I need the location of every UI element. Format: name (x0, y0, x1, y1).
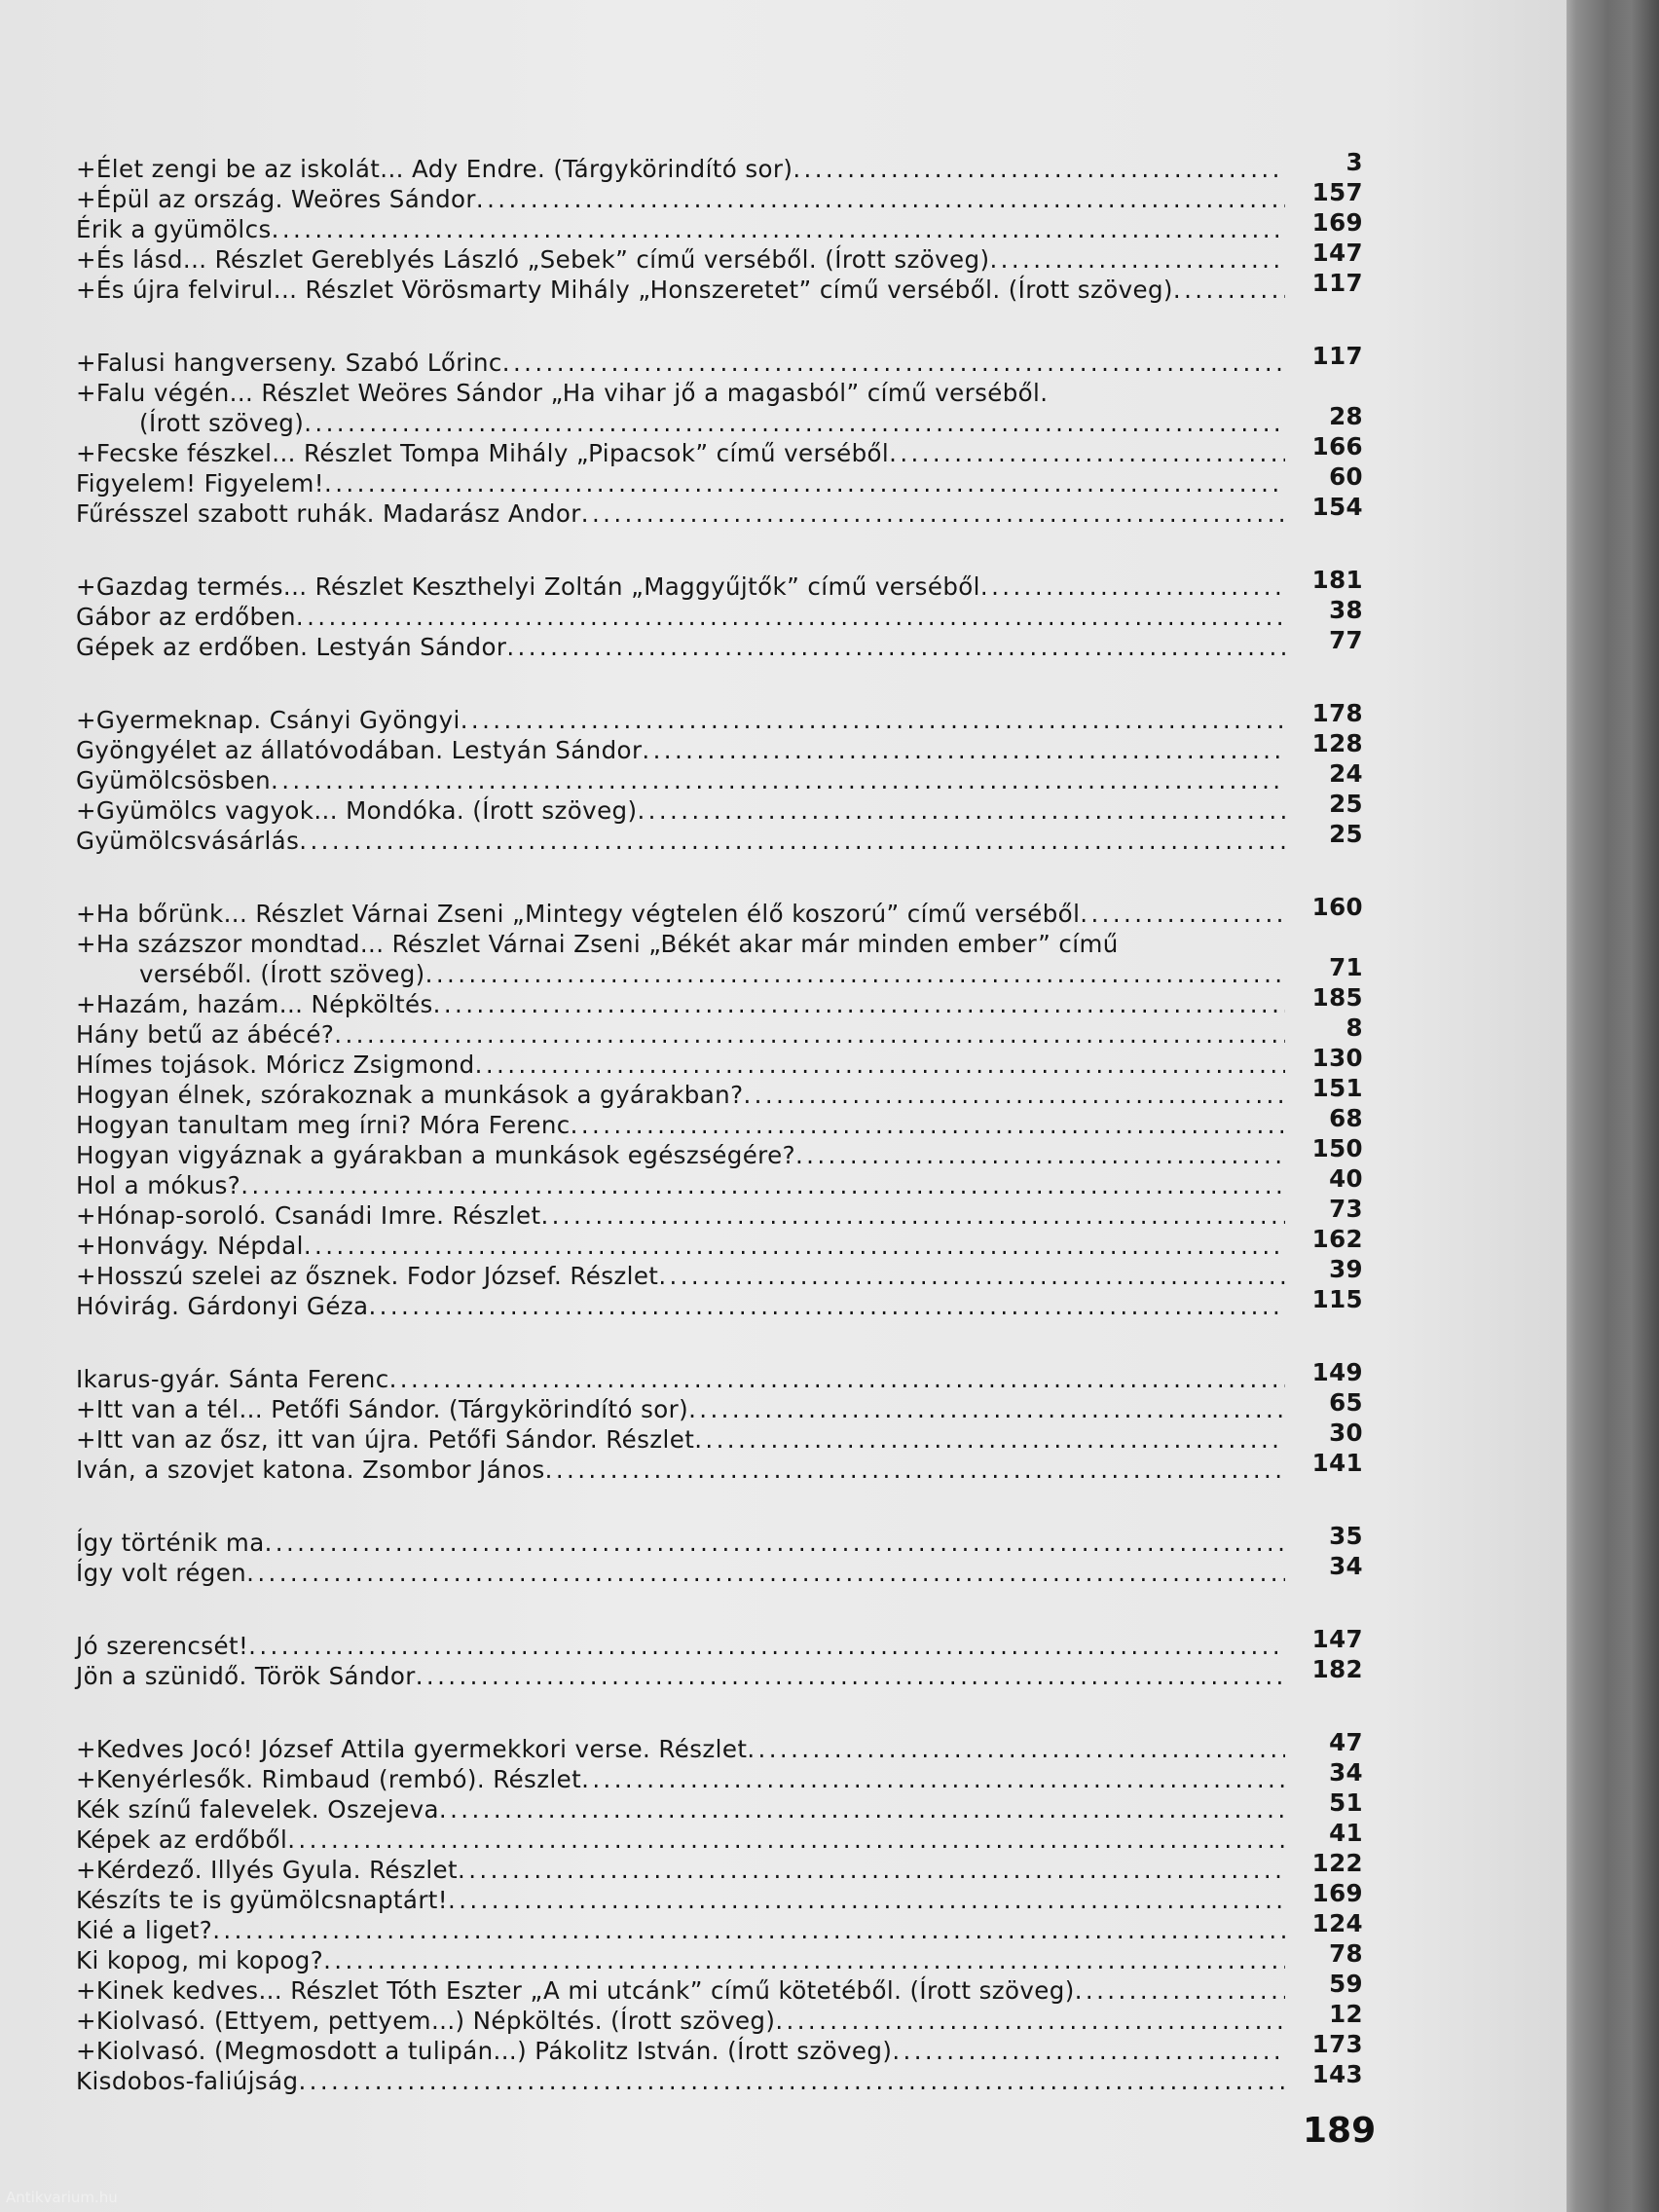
entry-title-continuation: (Írott szöveg) (139, 409, 305, 437)
dot-leader (389, 1364, 1285, 1394)
toc-entry (76, 1255, 1363, 1291)
toc-entry (76, 378, 1363, 438)
entry-title: Hány betű az ábécé? (76, 1020, 335, 1049)
entry-title: +És újra felvirul... Részlet Vörösmarty Mihály „Honszeretet” című verséből. (Írott szöveg) (76, 276, 1173, 304)
toc-entry (76, 1970, 1363, 2006)
toc-entry (76, 626, 1363, 662)
dot-leader (324, 468, 1285, 498)
toc-group (76, 1522, 1363, 1588)
dot-leader (448, 1885, 1285, 1915)
toc-entry (76, 2060, 1363, 2096)
entry-page-number: 124 (1311, 1909, 1363, 1937)
dot-leader (889, 438, 1285, 468)
toc-group (76, 566, 1363, 662)
entry-title: Képek az erdőből (76, 1825, 288, 1854)
dot-leader (476, 184, 1285, 214)
entry-title: +Kedves Jocó! József Attila gyermekkori verse. Részlet (76, 1735, 748, 1763)
toc-entry (76, 729, 1363, 765)
dot-leader (581, 498, 1285, 529)
dot-leader (475, 1050, 1285, 1080)
entry-page-number: 122 (1311, 1849, 1363, 1877)
entry-title: Így volt régen (76, 1559, 247, 1587)
entry-page-number: 65 (1329, 1388, 1363, 1417)
entry-title: Hóvirág. Gárdonyi Géza (76, 1292, 369, 1320)
toc-entry (76, 1014, 1363, 1050)
dot-leader (298, 2066, 1285, 2096)
dot-leader (502, 348, 1285, 378)
entry-page-number: 169 (1311, 208, 1363, 237)
toc-entry (76, 1164, 1363, 1200)
entry-page-number: 25 (1329, 790, 1363, 818)
toc-entry (76, 1358, 1363, 1394)
entry-title: Figyelem! Figyelem! (76, 469, 325, 498)
entry-page-number: 51 (1329, 1788, 1363, 1817)
toc-entry (76, 493, 1363, 529)
entry-title: Ikarus-gyár. Sánta Ferenc (76, 1365, 389, 1393)
entry-title: Gépek az erdőben. Lestyán Sándor (76, 633, 507, 661)
toc-entry (76, 1625, 1363, 1661)
entry-page-number: 147 (1311, 1625, 1363, 1653)
toc-entry (76, 1104, 1363, 1140)
dot-leader (271, 765, 1285, 795)
entry-page-number: 130 (1311, 1044, 1363, 1072)
entry-title: +És lásd... Részlet Gereblyés László „Sebek” című verséből. (Írott szöveg) (76, 245, 990, 274)
dot-leader (506, 632, 1285, 662)
entry-title: +Hónap-soroló. Csanádi Imre. Részlet (76, 1201, 541, 1230)
entry-title: Készíts te is gyümölcsnaptárt! (76, 1886, 449, 1914)
entry-page-number: 25 (1329, 820, 1363, 848)
toc-group (76, 148, 1363, 305)
dot-leader (265, 1528, 1285, 1558)
entry-page-number: 59 (1329, 1970, 1363, 1998)
entry-page-number: 147 (1311, 239, 1363, 267)
entry-page-number: 128 (1311, 729, 1363, 757)
dot-leader (743, 1080, 1285, 1110)
toc-group (76, 699, 1363, 856)
toc-entry (76, 1419, 1363, 1455)
entry-title: Hogyan tanultam meg írni? Móra Ferenc (76, 1111, 571, 1139)
entry-page-number: 143 (1311, 2060, 1363, 2088)
entry-page-number: 173 (1311, 2030, 1363, 2058)
page-number: 189 (1303, 2111, 1377, 2151)
entry-page-number: 38 (1329, 596, 1363, 624)
entry-title: +Kérdező. Illyés Gyula. Részlet (76, 1856, 459, 1884)
entry-title: Fűrésszel szabott ruhák. Madarász Andor (76, 499, 581, 528)
entry-title: Kisdobos-faliújság (76, 2067, 299, 2095)
entry-page-number: 8 (1346, 1014, 1363, 1042)
toc-group (76, 1728, 1363, 2096)
dot-leader (461, 705, 1285, 735)
dot-leader (980, 571, 1285, 602)
toc-entry (76, 1849, 1363, 1885)
dot-leader (571, 1110, 1285, 1140)
entry-page-number: 117 (1311, 269, 1363, 297)
toc-entry (76, 1909, 1363, 1945)
entry-title: Gábor az erdőben (76, 603, 296, 631)
entry-page-number: 39 (1329, 1255, 1363, 1283)
entry-page-number: 150 (1311, 1134, 1363, 1162)
entry-page-number: 185 (1311, 983, 1363, 1012)
entry-title: +Épül az ország. Weöres Sándor (76, 185, 476, 213)
entry-page-number: 141 (1311, 1449, 1363, 1477)
entry-title: +Gyermeknap. Csányi Gyöngyi (76, 706, 461, 734)
entry-title: +Kinek kedves... Részlet Tóth Eszter „A mi utcánk” című kötetéből. (Írott szöveg) (76, 1976, 1075, 2005)
dot-leader (1080, 899, 1285, 929)
toc-entry (76, 1522, 1363, 1558)
entry-title: Érik a gyümölcs (76, 215, 272, 243)
entry-title: Hogyan vigyáznak a gyárakban a munkások egészségére? (76, 1141, 795, 1169)
dot-leader (439, 1794, 1285, 1825)
entry-title: +Fecske fészkel... Részlet Tompa Mihály „Pipacsok” című verséből (76, 439, 890, 467)
toc-entry (76, 566, 1363, 602)
entry-title: +Kiolvasó. (Ettyem, pettyem...) Népköltés. (Írott szöveg) (76, 2007, 776, 2035)
dot-leader (299, 826, 1285, 856)
entry-title: +Itt van az ősz, itt van újra. Petőfi Sándor. Részlet (76, 1425, 695, 1454)
toc-group (76, 1625, 1363, 1691)
entry-title: Gyümölcsösben (76, 766, 272, 794)
watermark: Antikvarium.hu (6, 2189, 118, 2206)
toc-entry (76, 893, 1363, 929)
dot-leader (433, 989, 1285, 1019)
toc-entry (76, 2000, 1363, 2036)
dot-leader (545, 1455, 1285, 1485)
toc-entry (76, 342, 1363, 378)
entry-title: +Itt van a tél... Petőfi Sándor. (Tárgykörindító sor) (76, 1395, 689, 1423)
toc-entry (76, 1939, 1363, 1975)
toc-entry (76, 1758, 1363, 1794)
entry-page-number: 166 (1311, 432, 1363, 461)
entry-page-number: 34 (1329, 1758, 1363, 1787)
entry-title: +Ha százszor mondtad... Részlet Várnai Zseni „Békét akar már minden ember” című (76, 930, 1119, 958)
entry-title: Iván, a szovjet katona. Zsombor János (76, 1456, 545, 1484)
toc-entry (76, 1195, 1363, 1231)
entry-title: Hol a mókus? (76, 1171, 241, 1199)
entry-page-number: 77 (1329, 626, 1363, 654)
toc-entry (76, 269, 1363, 305)
toc-entry (76, 699, 1363, 735)
dot-leader (793, 154, 1285, 184)
entry-title: +Élet zengi be az iskolát... Ady Endre. (Tárgykörindító sor) (76, 155, 793, 183)
dot-leader (892, 2036, 1285, 2066)
toc-entry (76, 596, 1363, 632)
toc-entry (76, 1225, 1363, 1261)
entry-title: +Honvágy. Népdal (76, 1232, 304, 1260)
dot-leader (416, 1661, 1285, 1691)
dot-leader (540, 1200, 1285, 1231)
toc-entry (76, 1044, 1363, 1080)
entry-page-number: 182 (1311, 1655, 1363, 1683)
dot-leader (304, 1231, 1285, 1261)
dot-leader (304, 408, 1285, 438)
dot-leader (323, 1945, 1285, 1975)
dot-leader (287, 1825, 1285, 1855)
entry-page-number: 47 (1329, 1728, 1363, 1756)
dot-leader (246, 1558, 1285, 1588)
dot-leader (637, 795, 1285, 826)
entry-title: +Falusi hangverseny. Szabó Lőrinc (76, 349, 502, 377)
dot-leader (688, 1394, 1285, 1424)
entry-title: Gyümölcsvásárlás (76, 827, 300, 855)
entry-page-number: 160 (1311, 893, 1363, 921)
entry-title: Gyöngyélet az állatóvodában. Lestyán Sándor (76, 736, 643, 764)
dot-leader (795, 1140, 1285, 1170)
entry-title: +Hazám, hazám... Népköltés (76, 990, 433, 1018)
dot-leader (747, 1734, 1285, 1764)
toc-entry (76, 239, 1363, 275)
entry-page-number: 162 (1311, 1225, 1363, 1253)
dot-leader (694, 1424, 1285, 1455)
dot-leader (334, 1019, 1285, 1050)
dot-leader (272, 214, 1285, 244)
toc-entry (76, 983, 1363, 1019)
entry-page-number: 157 (1311, 178, 1363, 206)
toc-entry (76, 1879, 1363, 1915)
dot-leader (296, 602, 1285, 632)
dot-leader (1075, 1975, 1285, 2006)
entry-page-number: 71 (1329, 953, 1363, 981)
toc-entry (76, 1819, 1363, 1855)
toc-entry (76, 1285, 1363, 1321)
entry-title: Kék színű falevelek. Oszejeva (76, 1795, 439, 1824)
entry-title: +Kenyérlesők. Rimbaud (rembó). Részlet (76, 1765, 582, 1793)
dot-leader (240, 1170, 1285, 1200)
dot-leader (642, 735, 1285, 765)
dot-leader (581, 1764, 1285, 1794)
entry-page-number: 78 (1329, 1939, 1363, 1968)
entry-page-number: 30 (1329, 1419, 1363, 1447)
toc-entry (76, 208, 1363, 244)
entry-page-number: 117 (1311, 342, 1363, 370)
toc-entry (76, 1728, 1363, 1764)
entry-page-number: 24 (1329, 759, 1363, 788)
dot-leader (425, 959, 1285, 989)
entry-title-continuation: verséből. (Írott szöveg) (139, 960, 425, 988)
book-spine (1567, 0, 1659, 2212)
toc-entry (76, 1552, 1363, 1588)
entry-page-number: 28 (1329, 402, 1363, 430)
toc-entry (76, 178, 1363, 214)
toc-entry (76, 462, 1363, 498)
toc-entry (76, 820, 1363, 856)
entry-title: +Gazdag termés... Részlet Keszthelyi Zoltán „Maggyűjtők” című verséből (76, 572, 980, 601)
entry-page-number: 169 (1311, 1879, 1363, 1907)
table-of-contents (76, 148, 1363, 2139)
entry-title: +Falu végén... Részlet Weöres Sándor „Ha vihar jő a magasból” című verséből. (76, 379, 1049, 407)
entry-page-number: 3 (1346, 148, 1363, 176)
entry-title: +Kiolvasó. (Megmosdott a tulipán...) Pákolitz István. (Írott szöveg) (76, 2037, 893, 2065)
entry-title: Hogyan élnek, szórakoznak a munkások a gyárakban? (76, 1081, 744, 1109)
entry-title: +Gyümölcs vagyok... Mondóka. (Írott szöveg) (76, 796, 638, 825)
entry-page-number: 34 (1329, 1552, 1363, 1580)
toc-entry (76, 432, 1363, 468)
entry-title: +Hosszú szelei az ősznek. Fodor József. Részlet (76, 1262, 659, 1290)
dot-leader (458, 1855, 1285, 1885)
toc-entry (76, 1788, 1363, 1825)
entry-title: Jó szerencsét! (76, 1632, 249, 1660)
entry-title: Ki kopog, mi kopog? (76, 1946, 324, 1974)
toc-entry (76, 1074, 1363, 1110)
dot-leader (658, 1261, 1285, 1291)
toc-group (76, 342, 1363, 529)
dot-leader (212, 1915, 1285, 1945)
toc-entry (76, 929, 1363, 989)
dot-leader (1173, 275, 1285, 305)
entry-page-number: 154 (1311, 493, 1363, 521)
toc-entry (76, 790, 1363, 826)
toc-entry (76, 2030, 1363, 2066)
toc-entry (76, 148, 1363, 184)
entry-title: Hímes tojások. Móricz Zsigmond (76, 1051, 475, 1079)
entry-page-number: 181 (1311, 566, 1363, 594)
entry-page-number: 149 (1311, 1358, 1363, 1386)
entry-page-number: 178 (1311, 699, 1363, 727)
entry-page-number: 41 (1329, 1819, 1363, 1847)
toc-group (76, 893, 1363, 1321)
toc-entry (76, 1134, 1363, 1170)
dot-leader (775, 2006, 1285, 2036)
toc-entry (76, 759, 1363, 795)
entry-title: Kié a liget? (76, 1916, 213, 1944)
dot-leader (248, 1631, 1285, 1661)
entry-page-number: 60 (1329, 462, 1363, 491)
entry-page-number: 115 (1311, 1285, 1363, 1313)
entry-title: Így történik ma (76, 1529, 265, 1557)
entry-title: +Ha bőrünk... Részlet Várnai Zseni „Mintegy végtelen élő koszorú” című verséből (76, 900, 1081, 928)
dot-leader (989, 244, 1285, 275)
dot-leader (368, 1291, 1285, 1321)
entry-page-number: 35 (1329, 1522, 1363, 1550)
entry-page-number: 12 (1329, 2000, 1363, 2028)
entry-title: Jön a szünidő. Török Sándor (76, 1662, 416, 1690)
toc-entry (76, 1655, 1363, 1691)
toc-group (76, 1358, 1363, 1485)
toc-entry (76, 1388, 1363, 1424)
entry-page-number: 73 (1329, 1195, 1363, 1223)
entry-page-number: 40 (1329, 1164, 1363, 1193)
toc-entry (76, 1449, 1363, 1485)
entry-page-number: 68 (1329, 1104, 1363, 1132)
entry-page-number: 151 (1311, 1074, 1363, 1102)
